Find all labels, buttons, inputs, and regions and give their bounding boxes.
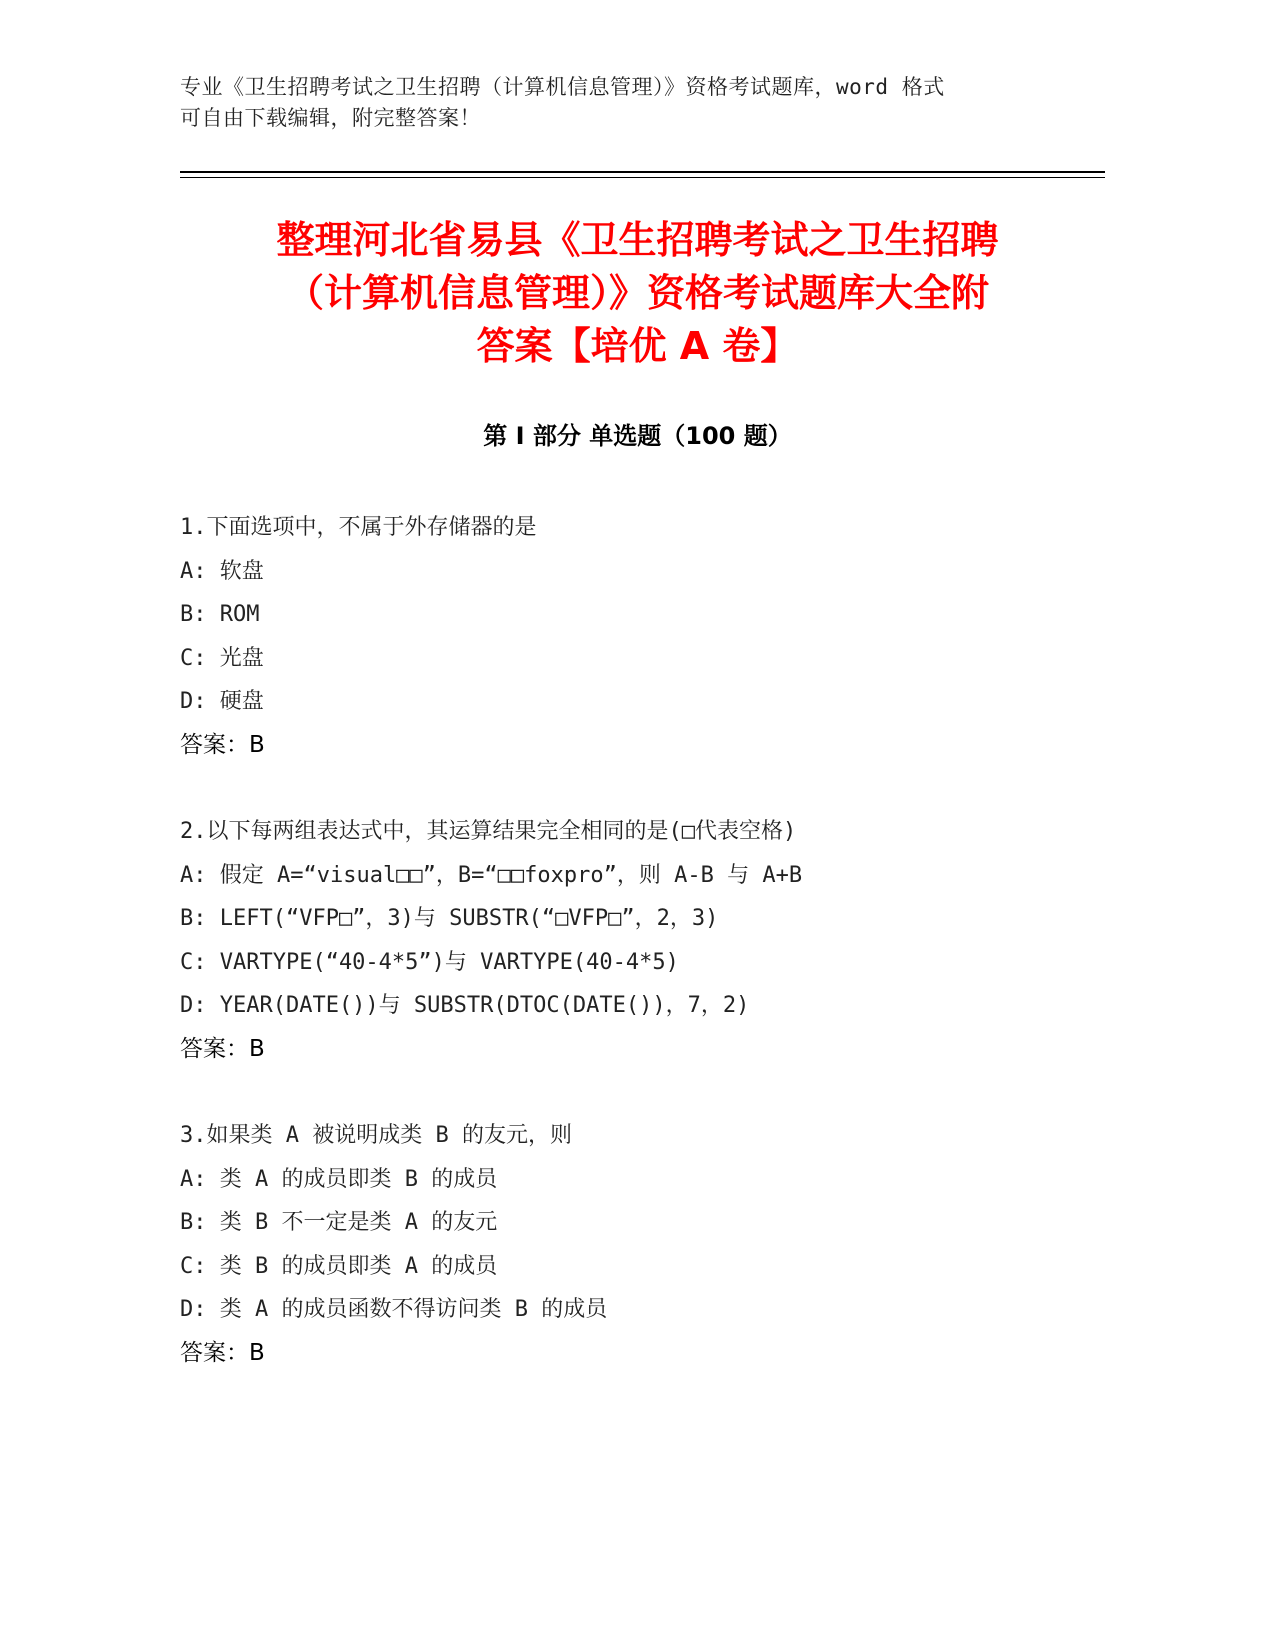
- answer-label: 答案：B: [180, 1339, 265, 1366]
- header-note-line-2: 可自由下载编辑，附完整答案！: [180, 106, 481, 130]
- option-d: D: 类 A 的成员函数不得访问类 B 的成员: [180, 1297, 608, 1322]
- option-a: A: 类 A 的成员即类 B 的成员: [180, 1166, 498, 1192]
- document-title-line-2: （计算机信息管理）》资格考试题库大全附: [285, 271, 989, 315]
- question-list: [180, 506, 1120, 1418]
- section-heading: 第 I 部分 单选题（100 题）: [483, 422, 792, 450]
- option-d: D: 硬盘: [180, 689, 264, 714]
- question-item: [180, 810, 1120, 1071]
- option-c: C: 光盘: [180, 645, 264, 671]
- option-c: C: 类 B 的成员即类 A 的成员: [180, 1253, 498, 1279]
- header-divider-thin: [180, 177, 1105, 178]
- answer-label: 答案：B: [180, 731, 265, 758]
- header-note: [180, 72, 1050, 134]
- document-title: [150, 214, 1125, 373]
- question-item: [180, 1114, 1120, 1375]
- option-b: B: LEFT(“VFP□”，3)与 SUBSTR(“□VFP□”，2，3): [180, 906, 719, 931]
- document-title-line-1: 整理河北省易县《卫生招聘考试之卫生招聘: [276, 218, 999, 262]
- header-divider-thick: [180, 171, 1105, 173]
- option-b: B: 类 B 不一定是类 A 的友元: [180, 1210, 498, 1235]
- question-stem: 3.如果类 A 被说明成类 B 的友元，则: [180, 1123, 572, 1148]
- question-item: [180, 506, 1120, 767]
- answer-label: 答案：B: [180, 1035, 265, 1062]
- document-title-line-3: 答案【培优 A 卷】: [476, 324, 799, 368]
- option-b: B: ROM: [180, 602, 260, 627]
- question-stem: 2.以下每两组表达式中，其运算结果完全相同的是(□代表空格): [180, 819, 797, 844]
- option-d: D: YEAR(DATE())与 SUBSTR(DTOC(DATE())，7，2): [180, 993, 750, 1018]
- option-a: A: 软盘: [180, 558, 264, 584]
- option-c: C: VARTYPE(“40-4*5”)与 VARTYPE(40-4*5): [180, 949, 679, 975]
- question-stem: 1.下面选项中，不属于外存储器的是: [180, 515, 537, 540]
- header-note-line-1: 专业《卫生招聘考试之卫生招聘（计算机信息管理）》资格考试题库，word 格式: [180, 75, 945, 99]
- option-a: A: 假定 A=“visual□□”，B=“□□foxpro”，则 A-B 与 A+B: [180, 862, 803, 888]
